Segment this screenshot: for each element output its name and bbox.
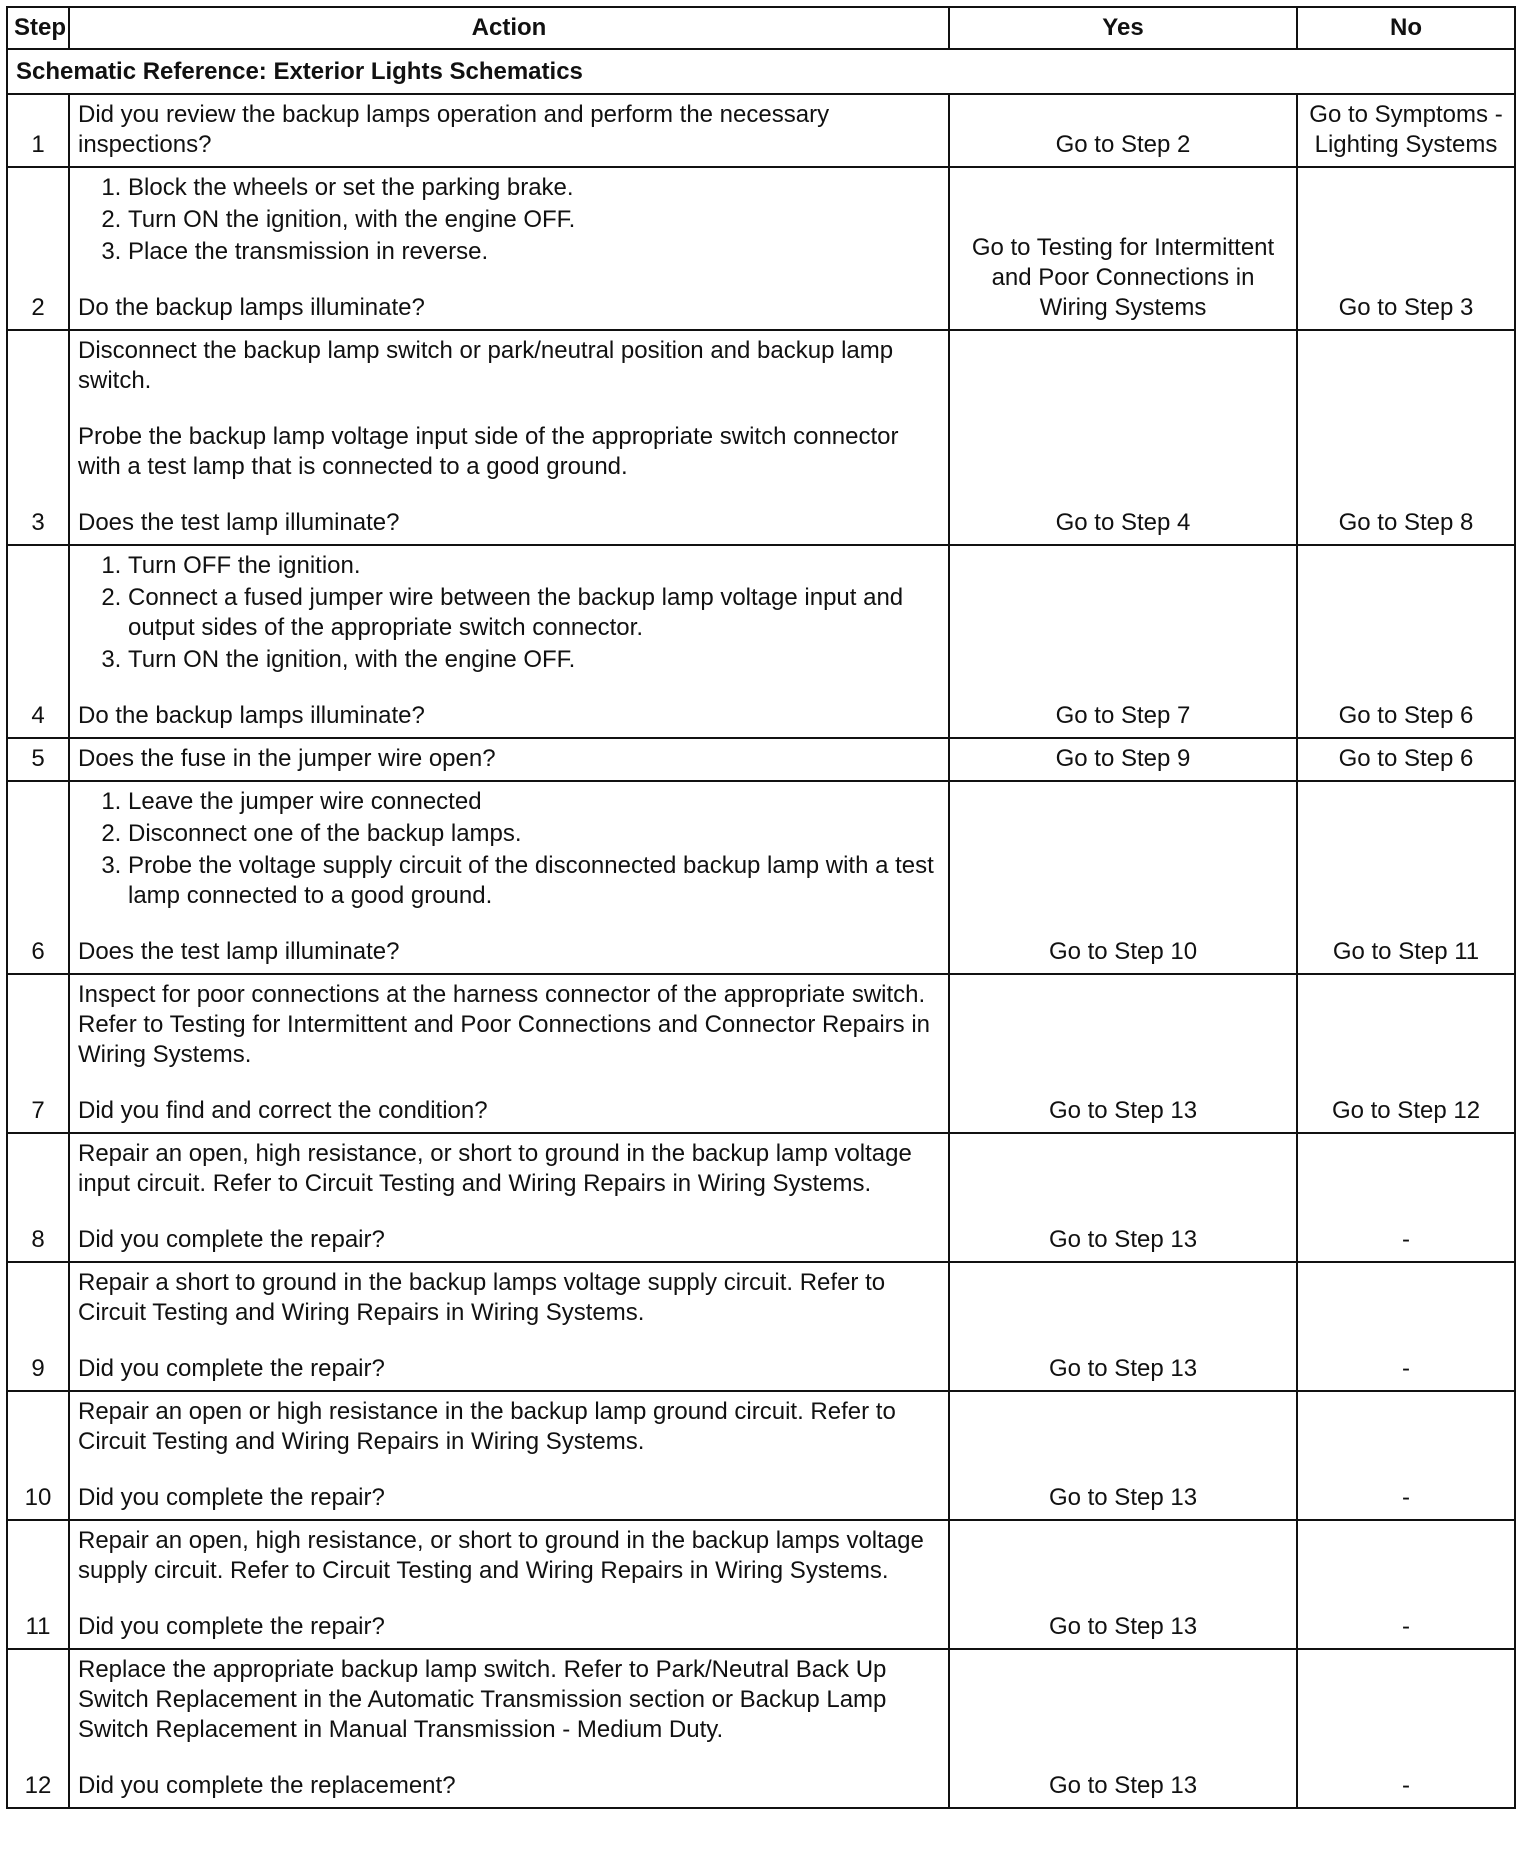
yes-result: Go to Testing for Intermittent and Poor Connections in Wiring Systems xyxy=(949,167,1297,330)
action-paragraph: Repair an open or high resistance in the backup lamp ground circuit. Refer to Circuit Testing and Wiring Repairs in Wiring Systems. xyxy=(78,1398,896,1455)
step-number: 5 xyxy=(7,738,69,781)
action-steps-list xyxy=(78,787,940,911)
action-question: Did you complete the repair? xyxy=(78,1355,385,1382)
action-step-item: 3. Probe the voltage supply circuit of the disconnected backup lamp with a test lamp connected to a good ground. xyxy=(128,851,940,911)
action-cell xyxy=(69,1520,949,1649)
action-step-item: 2. Connect a fused jumper wire between the backup lamp voltage input and output sides of the appropriate switch connector. xyxy=(128,583,940,643)
step-number: 3 xyxy=(7,330,69,545)
action-question: Does the test lamp illuminate? xyxy=(78,509,400,536)
table-row xyxy=(7,167,1515,330)
diagnostic-table xyxy=(6,6,1516,1809)
table-row xyxy=(7,974,1515,1133)
yes-result: Go to Step 4 xyxy=(949,330,1297,545)
action-cell xyxy=(69,167,949,330)
action-question: Did you complete the replacement? xyxy=(78,1772,456,1799)
action-cell xyxy=(69,738,949,781)
table-row xyxy=(7,1520,1515,1649)
action-step-item: 2. Disconnect one of the backup lamps. xyxy=(128,819,940,849)
action-step-item: 1. Turn OFF the ignition. xyxy=(128,551,940,581)
yes-result: Go to Step 10 xyxy=(949,781,1297,974)
action-question: Do the backup lamps illuminate? xyxy=(78,702,425,729)
action-question: Did you complete the repair? xyxy=(78,1226,385,1253)
action-question: Does the test lamp illuminate? xyxy=(78,938,400,965)
table-row xyxy=(7,330,1515,545)
header-row xyxy=(7,7,1515,49)
action-cell xyxy=(69,545,949,738)
step-number: 1 xyxy=(7,94,69,167)
header-action: Action xyxy=(69,7,949,49)
no-result: Go to Step 11 xyxy=(1297,781,1515,974)
yes-result: Go to Step 7 xyxy=(949,545,1297,738)
yes-result: Go to Step 13 xyxy=(949,1391,1297,1520)
action-paragraph: Repair a short to ground in the backup lamps voltage supply circuit. Refer to Circuit Testing and Wiring Repairs in Wiring Systems. xyxy=(78,1269,886,1326)
table-row xyxy=(7,738,1515,781)
action-cell xyxy=(69,330,949,545)
action-step-item: 3. Place the transmission in reverse. xyxy=(128,237,940,267)
action-step-item: 1. Block the wheels or set the parking brake. xyxy=(128,173,940,203)
table-row xyxy=(7,1649,1515,1808)
reference-row xyxy=(7,49,1515,94)
action-paragraph: Inspect for poor connections at the harness connector of the appropriate switch. Refer to Testing for Intermittent and Poor Connections and Connector Repairs in Wiring Systems. xyxy=(78,981,931,1068)
no-result: Go to Step 6 xyxy=(1297,738,1515,781)
action-cell xyxy=(69,781,949,974)
no-result: Go to Step 8 xyxy=(1297,330,1515,545)
action-question: Do the backup lamps illuminate? xyxy=(78,294,425,321)
step-number: 10 xyxy=(7,1391,69,1520)
step-number: 6 xyxy=(7,781,69,974)
no-result: - xyxy=(1297,1520,1515,1649)
table-row xyxy=(7,1391,1515,1520)
table-row xyxy=(7,94,1515,167)
action-step-item: 3. Turn ON the ignition, with the engine OFF. xyxy=(128,645,940,675)
header-yes: Yes xyxy=(949,7,1297,49)
no-result: Go to Symptoms - Lighting Systems xyxy=(1297,94,1515,167)
table-body xyxy=(7,49,1515,1808)
schematic-reference: Schematic Reference: Exterior Lights Schematics xyxy=(7,49,1515,94)
step-number: 11 xyxy=(7,1520,69,1649)
action-paragraph: Disconnect the backup lamp switch or park/neutral position and backup lamp switch. xyxy=(78,337,894,394)
action-cell xyxy=(69,974,949,1133)
step-number: 9 xyxy=(7,1262,69,1391)
table-row xyxy=(7,781,1515,974)
yes-result: Go to Step 13 xyxy=(949,1262,1297,1391)
yes-result: Go to Step 13 xyxy=(949,974,1297,1133)
action-question: Did you complete the repair? xyxy=(78,1613,385,1640)
action-paragraph: Probe the backup lamp voltage input side of the appropriate switch connector with a test lamp that is connected to a good ground. xyxy=(78,423,899,480)
action-steps-list xyxy=(78,173,940,267)
table-row xyxy=(7,545,1515,738)
no-result: Go to Step 6 xyxy=(1297,545,1515,738)
step-number: 8 xyxy=(7,1133,69,1262)
action-paragraph: Did you review the backup lamps operation and perform the necessary inspections? xyxy=(78,101,830,158)
no-result: Go to Step 12 xyxy=(1297,974,1515,1133)
no-result: - xyxy=(1297,1391,1515,1520)
no-result: Go to Step 3 xyxy=(1297,167,1515,330)
yes-result: Go to Step 9 xyxy=(949,738,1297,781)
action-paragraph: Repair an open, high resistance, or short to ground in the backup lamp voltage input circuit. Refer to Circuit Testing and Wiring Repairs in Wiring Systems. xyxy=(78,1140,912,1197)
action-cell xyxy=(69,1649,949,1808)
action-paragraph: Repair an open, high resistance, or short to ground in the backup lamps voltage supply circuit. Refer to Circuit Testing and Wiring Repairs in Wiring Systems. xyxy=(78,1527,924,1584)
action-paragraph: Replace the appropriate backup lamp switch. Refer to Park/Neutral Back Up Switch Replacement in the Automatic Transmission section or Backup Lamp Switch Replacement in Manual Transmission - Medium Duty. xyxy=(78,1656,887,1743)
step-number: 2 xyxy=(7,167,69,330)
action-step-item: 2. Turn ON the ignition, with the engine OFF. xyxy=(128,205,940,235)
header-step: Step xyxy=(7,7,69,49)
step-number: 7 xyxy=(7,974,69,1133)
yes-result: Go to Step 2 xyxy=(949,94,1297,167)
action-question: Did you complete the repair? xyxy=(78,1484,385,1511)
step-number: 12 xyxy=(7,1649,69,1808)
action-cell xyxy=(69,94,949,167)
action-steps-list xyxy=(78,551,940,675)
yes-result: Go to Step 13 xyxy=(949,1649,1297,1808)
no-result: - xyxy=(1297,1262,1515,1391)
yes-result: Go to Step 13 xyxy=(949,1133,1297,1262)
header-no: No xyxy=(1297,7,1515,49)
step-number: 4 xyxy=(7,545,69,738)
no-result: - xyxy=(1297,1649,1515,1808)
action-step-item: 1. Leave the jumper wire connected xyxy=(128,787,940,817)
action-cell xyxy=(69,1391,949,1520)
action-cell xyxy=(69,1133,949,1262)
table-row xyxy=(7,1133,1515,1262)
yes-result: Go to Step 13 xyxy=(949,1520,1297,1649)
table-row xyxy=(7,1262,1515,1391)
no-result: - xyxy=(1297,1133,1515,1262)
action-question: Did you find and correct the condition? xyxy=(78,1097,488,1124)
action-paragraph: Does the fuse in the jumper wire open? xyxy=(78,745,496,772)
action-cell xyxy=(69,1262,949,1391)
